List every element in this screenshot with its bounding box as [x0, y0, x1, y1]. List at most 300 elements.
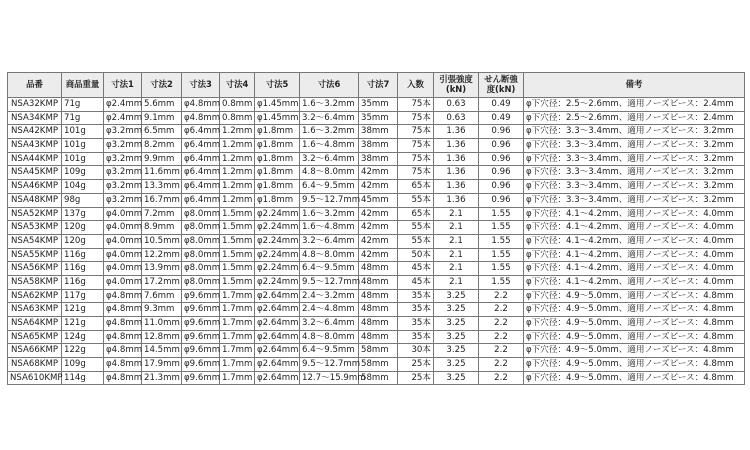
table-cell: 0.96: [479, 166, 524, 180]
table-cell: 3.25: [434, 303, 479, 317]
table-cell: 10.5mm: [142, 234, 182, 248]
table-cell: 1.36: [434, 193, 479, 207]
table-cell: 2.1: [434, 262, 479, 276]
table-cell: 1.6～3.2mm: [300, 207, 359, 221]
table-row: [8, 234, 745, 248]
table-cell: 38mm: [359, 125, 398, 139]
table-cell: 117g: [62, 289, 104, 303]
table-cell: 6.4～9.5mm: [300, 262, 359, 276]
table-cell: φ2.64mm: [255, 358, 300, 372]
table-cell: 2.1: [434, 207, 479, 221]
table-cell: φ下穴径：3.3～3.4mm、適用ノーズピース：3.2mm: [524, 166, 745, 180]
table-cell: 0.8mm: [220, 98, 255, 112]
table-cell: 75本: [398, 139, 434, 153]
table-cell: 120g: [62, 221, 104, 235]
table-cell: φ1.45mm: [255, 111, 300, 125]
table-cell: 7.2mm: [142, 207, 182, 221]
table-cell: 6.4～9.5mm: [300, 180, 359, 194]
table-cell: 35本: [398, 303, 434, 317]
table-cell: 2.1: [434, 221, 479, 235]
table-cell: φ4.8mm: [182, 111, 220, 125]
table-row: [8, 180, 745, 194]
table-cell: φ4.8mm: [104, 344, 142, 358]
table-row: [8, 289, 745, 303]
table-cell: 8.9mm: [142, 221, 182, 235]
table-cell: φ下穴径：4.1～4.2mm、適用ノーズピース：4.0mm: [524, 221, 745, 235]
table-cell: 4.8～8.0mm: [300, 330, 359, 344]
table-header: [8, 73, 745, 98]
table-cell: 25本: [398, 358, 434, 372]
column-header: 寸法1: [104, 73, 142, 98]
table-cell: 2.2: [479, 303, 524, 317]
table-cell: 2.4～3.2mm: [300, 289, 359, 303]
table-cell: 1.6～3.2mm: [300, 125, 359, 139]
table-cell: φ6.4mm: [182, 139, 220, 153]
table-cell: 1.36: [434, 139, 479, 153]
table-cell: φ下穴径：4.1～4.2mm、適用ノーズピース：4.0mm: [524, 234, 745, 248]
table-row: [8, 248, 745, 262]
table-cell: 1.2mm: [220, 152, 255, 166]
table-cell: 48mm: [359, 303, 398, 317]
table-row: [8, 125, 745, 139]
table-cell: 13.3mm: [142, 180, 182, 194]
table-cell: NSA63KMP: [8, 303, 62, 317]
table-cell: 55本: [398, 234, 434, 248]
table-cell: 14.5mm: [142, 344, 182, 358]
table-cell: φ8.0mm: [182, 207, 220, 221]
table-cell: 9.1mm: [142, 111, 182, 125]
table-cell: φ6.4mm: [182, 166, 220, 180]
table-cell: 1.6～3.2mm: [300, 98, 359, 112]
table-cell: 2.4～4.8mm: [300, 303, 359, 317]
table-cell: 1.5mm: [220, 221, 255, 235]
column-header: 寸法6: [300, 73, 359, 98]
table-cell: 0.63: [434, 111, 479, 125]
table-cell: φ1.8mm: [255, 152, 300, 166]
table-cell: 58mm: [359, 358, 398, 372]
table-cell: φ4.8mm: [104, 289, 142, 303]
table-cell: 42mm: [359, 207, 398, 221]
table-cell: 3.25: [434, 371, 479, 385]
table-cell: 45本: [398, 275, 434, 289]
table-cell: 2.1: [434, 275, 479, 289]
table-cell: 42mm: [359, 180, 398, 194]
table-cell: φ4.8mm: [104, 317, 142, 331]
table-cell: φ8.0mm: [182, 262, 220, 276]
table-cell: 13.9mm: [142, 262, 182, 276]
table-cell: 101g: [62, 152, 104, 166]
table-cell: 42mm: [359, 248, 398, 262]
table-cell: NSA56KMP: [8, 262, 62, 276]
table-cell: 12.2mm: [142, 248, 182, 262]
table-cell: 3.2～6.4mm: [300, 234, 359, 248]
table-cell: 1.6～4.8mm: [300, 221, 359, 235]
table-cell: 1.55: [479, 207, 524, 221]
table-cell: 75本: [398, 111, 434, 125]
table-cell: 116g: [62, 275, 104, 289]
table-cell: 3.2～6.4mm: [300, 317, 359, 331]
table-cell: 48mm: [359, 289, 398, 303]
table-cell: φ4.0mm: [104, 248, 142, 262]
table-cell: φ2.24mm: [255, 275, 300, 289]
table-cell: 3.25: [434, 317, 479, 331]
table-cell: 55本: [398, 193, 434, 207]
table-cell: NSA42KMP: [8, 125, 62, 139]
table-cell: 1.55: [479, 248, 524, 262]
table-cell: φ1.8mm: [255, 139, 300, 153]
table-cell: 3.2～6.4mm: [300, 152, 359, 166]
table-cell: φ3.2mm: [104, 166, 142, 180]
table-cell: 109g: [62, 166, 104, 180]
table-cell: 2.1: [434, 234, 479, 248]
table-cell: 50本: [398, 248, 434, 262]
table-cell: φ4.8mm: [104, 330, 142, 344]
table-cell: φ6.4mm: [182, 180, 220, 194]
table-cell: 58mm: [359, 371, 398, 385]
table-cell: φ4.8mm: [104, 371, 142, 385]
table-cell: φ下穴径：3.3～3.4mm、適用ノーズピース：3.2mm: [524, 125, 745, 139]
table-cell: φ3.2mm: [104, 139, 142, 153]
table-cell: φ4.0mm: [104, 262, 142, 276]
table-cell: NSA62KMP: [8, 289, 62, 303]
table-cell: NSA52KMP: [8, 207, 62, 221]
table-cell: 1.7mm: [220, 344, 255, 358]
table-cell: 75本: [398, 125, 434, 139]
table-cell: 48mm: [359, 317, 398, 331]
table-cell: φ1.8mm: [255, 180, 300, 194]
table-cell: NSA58KMP: [8, 275, 62, 289]
table-cell: NSA64KMP: [8, 317, 62, 331]
table-cell: φ下穴径：4.9～5.0mm、適用ノーズピース：4.8mm: [524, 330, 745, 344]
table-cell: 35本: [398, 330, 434, 344]
table-cell: φ4.0mm: [104, 234, 142, 248]
table-cell: 1.5mm: [220, 275, 255, 289]
table-cell: 0.96: [479, 152, 524, 166]
table-cell: φ3.2mm: [104, 152, 142, 166]
column-header: 引張強度 (kN): [434, 73, 479, 98]
table-row: [8, 166, 745, 180]
table-cell: 65本: [398, 180, 434, 194]
table-cell: 3.25: [434, 289, 479, 303]
table-cell: φ9.6mm: [182, 303, 220, 317]
table-cell: φ4.0mm: [104, 207, 142, 221]
table-cell: 25本: [398, 371, 434, 385]
table-cell: NSA45KMP: [8, 166, 62, 180]
table-cell: φ6.4mm: [182, 152, 220, 166]
table-cell: NSA44KMP: [8, 152, 62, 166]
table-cell: φ8.0mm: [182, 234, 220, 248]
table-cell: φ9.6mm: [182, 317, 220, 331]
table-cell: φ1.45mm: [255, 98, 300, 112]
table-cell: 2.1: [434, 248, 479, 262]
table-cell: 121g: [62, 317, 104, 331]
table-cell: 35mm: [359, 98, 398, 112]
table-cell: NSA46KMP: [8, 180, 62, 194]
table-cell: 104g: [62, 180, 104, 194]
table-cell: φ4.8mm: [104, 303, 142, 317]
table-cell: 17.9mm: [142, 358, 182, 372]
column-header: 寸法5: [255, 73, 300, 98]
table-cell: 30本: [398, 344, 434, 358]
table-cell: 11.6mm: [142, 166, 182, 180]
table-cell: 9.5～12.7mm: [300, 358, 359, 372]
table-cell: 101g: [62, 139, 104, 153]
table-row: [8, 98, 745, 112]
table-cell: φ2.64mm: [255, 371, 300, 385]
table-cell: 1.36: [434, 180, 479, 194]
table-cell: 12.8mm: [142, 330, 182, 344]
table-cell: 9.5～12.7mm: [300, 275, 359, 289]
column-header: せん断強 度(kN): [479, 73, 524, 98]
table-cell: NSA66KMP: [8, 344, 62, 358]
table-cell: 1.7mm: [220, 371, 255, 385]
table-cell: φ9.6mm: [182, 344, 220, 358]
table-cell: 48mm: [359, 275, 398, 289]
table-cell: 1.55: [479, 221, 524, 235]
table-cell: φ8.0mm: [182, 248, 220, 262]
table-cell: 1.55: [479, 275, 524, 289]
table-cell: 120g: [62, 234, 104, 248]
table-cell: NSA48KMP: [8, 193, 62, 207]
table-cell: 35本: [398, 289, 434, 303]
table-cell: NSA55KMP: [8, 248, 62, 262]
table-cell: 75本: [398, 98, 434, 112]
column-header: 備考: [524, 73, 745, 98]
table-cell: φ下穴径：4.1～4.2mm、適用ノーズピース：4.0mm: [524, 207, 745, 221]
table-cell: 122g: [62, 344, 104, 358]
table-cell: 38mm: [359, 152, 398, 166]
table-cell: φ1.8mm: [255, 166, 300, 180]
table-cell: 8.2mm: [142, 139, 182, 153]
table-cell: φ下穴径：4.9～5.0mm、適用ノーズピース：4.8mm: [524, 344, 745, 358]
table-cell: 124g: [62, 330, 104, 344]
table-cell: φ下穴径：2.5～2.6mm、適用ノーズピース：2.4mm: [524, 98, 745, 112]
table-cell: φ4.8mm: [104, 358, 142, 372]
table-cell: NSA610KMP: [8, 371, 62, 385]
table-cell: φ下穴径：4.9～5.0mm、適用ノーズピース：4.8mm: [524, 303, 745, 317]
table-cell: φ8.0mm: [182, 275, 220, 289]
table-cell: 2.2: [479, 317, 524, 331]
table-cell: 2.2: [479, 371, 524, 385]
column-header: 入数: [398, 73, 434, 98]
column-header: 寸法4: [220, 73, 255, 98]
table-cell: φ2.4mm: [104, 98, 142, 112]
table-cell: φ4.0mm: [104, 221, 142, 235]
table-cell: φ2.4mm: [104, 111, 142, 125]
table-cell: φ下穴径：4.9～5.0mm、適用ノーズピース：4.8mm: [524, 317, 745, 331]
table-cell: 1.36: [434, 125, 479, 139]
table-cell: 1.55: [479, 262, 524, 276]
table-row: [8, 275, 745, 289]
table-cell: 2.2: [479, 289, 524, 303]
table-cell: 1.7mm: [220, 289, 255, 303]
table-row: [8, 221, 745, 235]
table-cell: 0.96: [479, 125, 524, 139]
table-cell: 6.4～9.5mm: [300, 344, 359, 358]
table-cell: 5.6mm: [142, 98, 182, 112]
table-cell: NSA43KMP: [8, 139, 62, 153]
table-cell: NSA34KMP: [8, 111, 62, 125]
table-cell: φ2.64mm: [255, 344, 300, 358]
table-cell: φ下穴径：4.9～5.0mm、適用ノーズピース：4.8mm: [524, 289, 745, 303]
table-cell: φ3.2mm: [104, 193, 142, 207]
table-cell: 9.9mm: [142, 152, 182, 166]
table-cell: 1.2mm: [220, 125, 255, 139]
table-cell: φ下穴径：3.3～3.4mm、適用ノーズピース：3.2mm: [524, 152, 745, 166]
column-header: 寸法3: [182, 73, 220, 98]
table-cell: 3.25: [434, 358, 479, 372]
table-cell: 35本: [398, 317, 434, 331]
table-cell: 4.8～8.0mm: [300, 166, 359, 180]
table-cell: 55本: [398, 221, 434, 235]
table-cell: φ9.6mm: [182, 330, 220, 344]
table-cell: φ3.2mm: [104, 125, 142, 139]
table-cell: 0.96: [479, 139, 524, 153]
table-cell: 42mm: [359, 221, 398, 235]
table-cell: 6.5mm: [142, 125, 182, 139]
table-cell: 137g: [62, 207, 104, 221]
table-cell: φ4.8mm: [182, 98, 220, 112]
table-cell: 101g: [62, 125, 104, 139]
table-cell: 75本: [398, 152, 434, 166]
table-cell: 0.96: [479, 193, 524, 207]
table-cell: φ4.0mm: [104, 275, 142, 289]
table-row: [8, 111, 745, 125]
table-cell: 109g: [62, 358, 104, 372]
table-cell: φ下穴径：3.3～3.4mm、適用ノーズピース：3.2mm: [524, 193, 745, 207]
table-cell: 7.6mm: [142, 289, 182, 303]
table-cell: 1.55: [479, 234, 524, 248]
table-cell: 2.2: [479, 344, 524, 358]
table-cell: 1.2mm: [220, 180, 255, 194]
table-cell: 38mm: [359, 139, 398, 153]
table-cell: φ6.4mm: [182, 125, 220, 139]
table-cell: NSA53KMP: [8, 221, 62, 235]
table-cell: 121g: [62, 303, 104, 317]
table-cell: 11.0mm: [142, 317, 182, 331]
table-cell: 58mm: [359, 344, 398, 358]
table-row: [8, 193, 745, 207]
table-row: [8, 371, 745, 385]
header-row: [8, 73, 745, 98]
column-header: 商品重量: [62, 73, 104, 98]
table-cell: 45本: [398, 262, 434, 276]
table-cell: φ下穴径：4.1～4.2mm、適用ノーズピース：4.0mm: [524, 262, 745, 276]
table-row: [8, 207, 745, 221]
table-cell: 9.5～12.7mm: [300, 193, 359, 207]
table-cell: 0.49: [479, 98, 524, 112]
table-row: [8, 317, 745, 331]
table-cell: φ8.0mm: [182, 221, 220, 235]
table-row: [8, 344, 745, 358]
table-cell: 42mm: [359, 234, 398, 248]
table-cell: 4.8～8.0mm: [300, 248, 359, 262]
table-cell: φ3.2mm: [104, 180, 142, 194]
table-row: [8, 152, 745, 166]
table-cell: φ下穴径：4.9～5.0mm、適用ノーズピース：4.8mm: [524, 358, 745, 372]
table-cell: 3.2～6.4mm: [300, 111, 359, 125]
table-row: [8, 358, 745, 372]
table-cell: 1.5mm: [220, 248, 255, 262]
table-cell: 16.7mm: [142, 193, 182, 207]
table-cell: φ1.8mm: [255, 125, 300, 139]
table-cell: 2.2: [479, 358, 524, 372]
table-row: [8, 330, 745, 344]
spec-table: [7, 72, 745, 385]
table-cell: 0.8mm: [220, 111, 255, 125]
table-cell: 1.5mm: [220, 207, 255, 221]
table-cell: 1.7mm: [220, 303, 255, 317]
table-cell: 45mm: [359, 193, 398, 207]
table-cell: φ下穴径：4.1～4.2mm、適用ノーズピース：4.0mm: [524, 275, 745, 289]
table-cell: φ下穴径：4.9～5.0mm、適用ノーズピース：4.8mm: [524, 371, 745, 385]
table-cell: 1.7mm: [220, 330, 255, 344]
table-cell: 1.2mm: [220, 139, 255, 153]
table-cell: φ9.6mm: [182, 289, 220, 303]
table-cell: 98g: [62, 193, 104, 207]
table-cell: φ2.64mm: [255, 289, 300, 303]
table-cell: φ2.24mm: [255, 234, 300, 248]
table-cell: NSA68KMP: [8, 358, 62, 372]
table-cell: 48mm: [359, 330, 398, 344]
table-cell: 1.2mm: [220, 193, 255, 207]
table-cell: φ2.64mm: [255, 330, 300, 344]
table-cell: 2.2: [479, 330, 524, 344]
table-cell: 3.25: [434, 330, 479, 344]
table-cell: 42mm: [359, 166, 398, 180]
table-cell: 3.25: [434, 344, 479, 358]
table-cell: 1.7mm: [220, 358, 255, 372]
table-cell: φ下穴径：3.3～3.4mm、適用ノーズピース：3.2mm: [524, 180, 745, 194]
table-cell: NSA65KMP: [8, 330, 62, 344]
table-cell: φ2.24mm: [255, 262, 300, 276]
table-cell: φ2.64mm: [255, 303, 300, 317]
table-cell: 17.2mm: [142, 275, 182, 289]
table-cell: φ2.24mm: [255, 207, 300, 221]
table-cell: 0.96: [479, 180, 524, 194]
table-cell: 1.7mm: [220, 317, 255, 331]
table-cell: 21.3mm: [142, 371, 182, 385]
table-row: [8, 139, 745, 153]
table-cell: 1.5mm: [220, 262, 255, 276]
table-cell: φ6.4mm: [182, 193, 220, 207]
table-cell: 1.5mm: [220, 234, 255, 248]
table-cell: φ1.8mm: [255, 193, 300, 207]
table-cell: 114g: [62, 371, 104, 385]
table-cell: 1.36: [434, 166, 479, 180]
column-header: 品番: [8, 73, 62, 98]
table-cell: φ9.6mm: [182, 358, 220, 372]
column-header: 寸法7: [359, 73, 398, 98]
table-cell: φ2.24mm: [255, 248, 300, 262]
table-cell: 71g: [62, 98, 104, 112]
table-row: [8, 262, 745, 276]
table-cell: 1.36: [434, 152, 479, 166]
table-cell: 65本: [398, 207, 434, 221]
table-cell: 48mm: [359, 262, 398, 276]
table-cell: NSA54KMP: [8, 234, 62, 248]
table-cell: φ2.64mm: [255, 317, 300, 331]
table-cell: φ2.24mm: [255, 221, 300, 235]
table-cell: 1.6～4.8mm: [300, 139, 359, 153]
table-cell: φ下穴径：4.1～4.2mm、適用ノーズピース：4.0mm: [524, 248, 745, 262]
table-cell: 35mm: [359, 111, 398, 125]
table-cell: 0.63: [434, 98, 479, 112]
table-cell: φ9.6mm: [182, 371, 220, 385]
table-row: [8, 303, 745, 317]
table-cell: 12.7～15.9mm: [300, 371, 359, 385]
table-body: [8, 98, 745, 385]
